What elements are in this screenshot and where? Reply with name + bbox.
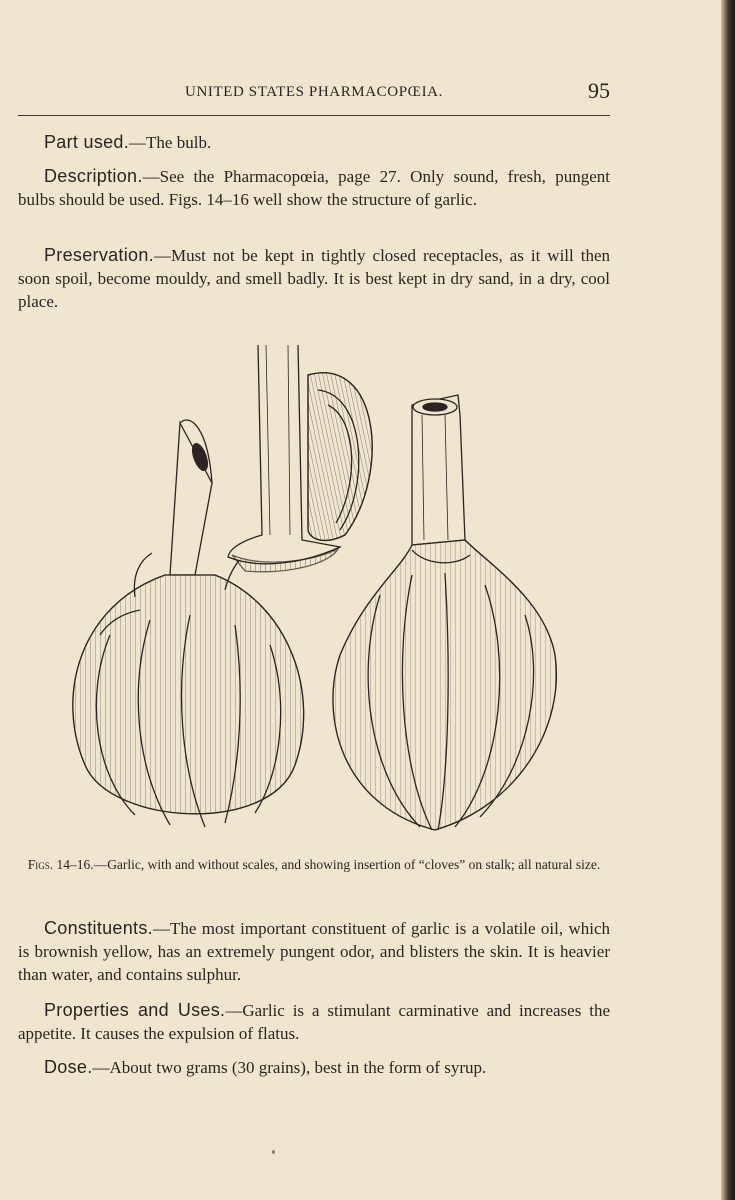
section-text: —Garlic is a stimulant carminative and increases the appetite. It causes the expulsion of flatus. (18, 1001, 610, 1043)
section-term: Description. (44, 166, 143, 186)
section-term: Part used. (44, 132, 130, 152)
caption-lead: Figs. 14–16. (27, 857, 94, 872)
section-properties-and-uses (18, 999, 610, 1045)
page-edge-shadow (721, 0, 735, 1200)
section-constituents (18, 917, 610, 986)
section-text: —Must not be kept in tightly closed receptacles, as it will then soon spoil, become mouldy, and smell badly. It is best kept in dry sand, in a dry, cool place. (18, 246, 610, 311)
header-rule (18, 115, 610, 116)
section-term: Properties and Uses. (44, 1000, 226, 1020)
garlic-illustration (40, 335, 600, 845)
ink-speck (272, 1150, 275, 1154)
running-title: UNITED STATES PHARMACOPŒIA. (185, 84, 443, 100)
running-header (18, 80, 610, 110)
section-text: —The bulb. (129, 133, 212, 152)
section-dose (18, 1056, 610, 1079)
section-text: —About two grams (30 grains), best in the form of syrup. (92, 1058, 487, 1077)
garlic-drawing (40, 335, 600, 845)
section-preservation (18, 244, 610, 313)
section-term: Dose. (44, 1057, 93, 1077)
page-number: 95 (588, 78, 610, 103)
section-term: Constituents. (44, 918, 153, 938)
section-description (18, 165, 610, 211)
clove-on-stalk (228, 345, 372, 572)
section-term: Preservation. (44, 245, 154, 265)
section-text: —See the Pharmacopœia, page 27. Only sound, fresh, pungent bulbs should be used. Figs. 14–16 well show the structure of garlic. (18, 167, 610, 209)
caption-text: —Garlic, with and without scales, and showing insertion of “cloves” on stalk; all natural size. (93, 857, 601, 872)
section-text: —The most important constituent of garlic is a volatile oil, which is brownish yellow, has an extremely pungent odor, and blisters the skin. It is heavier than water, and contains sulphur. (18, 919, 610, 984)
section-part-used (18, 131, 610, 154)
figure-caption (18, 856, 610, 874)
